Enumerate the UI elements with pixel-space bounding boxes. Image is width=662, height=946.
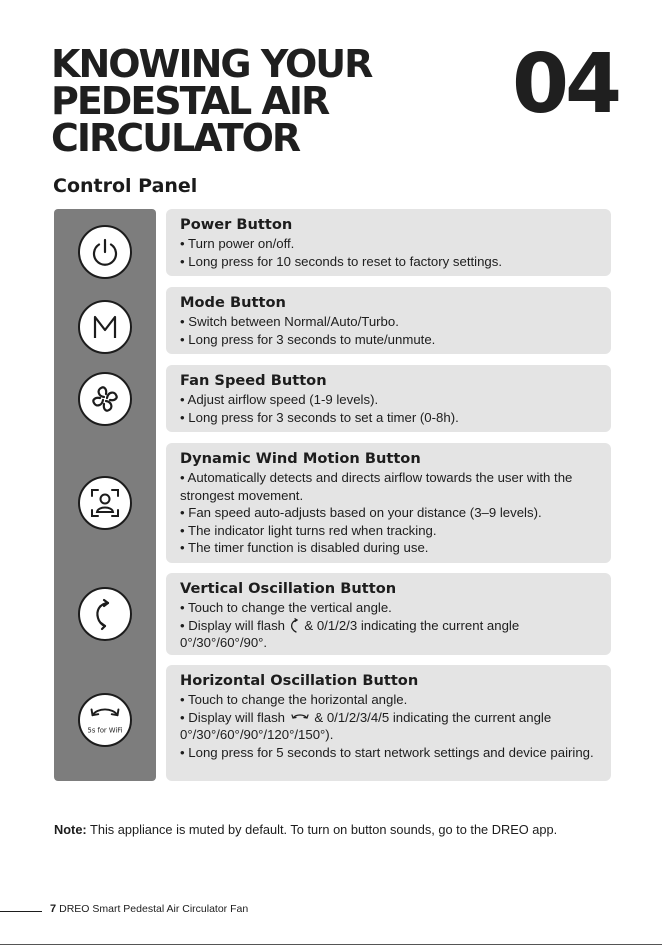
title-line: KNOWING YOUR xyxy=(51,42,372,86)
page-footer xyxy=(50,903,248,915)
mode-button-card xyxy=(166,287,611,354)
chapter-number: 04 xyxy=(512,37,619,132)
wifi-hint-label: 5s for WiFi xyxy=(87,726,123,735)
title-line: CIRCULATOR xyxy=(51,116,300,160)
card-line: • The timer function is disabled during use. xyxy=(180,540,429,555)
card-line: • Long press for 3 seconds to mute/unmute. xyxy=(180,331,436,347)
card-line-text: • Display will flash xyxy=(180,617,286,633)
card-line: • Switch between Normal/Auto/Turbo. xyxy=(180,314,399,329)
note xyxy=(54,822,557,837)
section-heading: Control Panel xyxy=(53,175,198,197)
card-line xyxy=(180,709,597,744)
card-title: Horizontal Oscillation Button xyxy=(180,672,419,689)
dynamic-wind-motion-card xyxy=(166,443,611,563)
card-line: • Automatically detects and directs airflow towards the user with the strongest movement. xyxy=(180,470,573,503)
card-line: • Long press for 10 seconds to reset to factory settings. xyxy=(180,253,503,269)
card-line: • The indicator light turns red when tracking. xyxy=(180,522,437,538)
power-icon xyxy=(78,225,132,279)
card-line: • Touch to change the horizontal angle. xyxy=(180,692,408,707)
card-title: Vertical Oscillation Button xyxy=(180,580,397,597)
fan-speed-button-card xyxy=(166,365,611,432)
card-line-text: & 0/1/2/3 indicating the current angle 0°/30°/60°/90°. xyxy=(180,617,520,650)
card-title: Power Button xyxy=(180,216,293,233)
card-title: Dynamic Wind Motion Button xyxy=(180,450,421,467)
page-title xyxy=(51,42,372,160)
card-line xyxy=(180,617,597,652)
card-line: • Touch to change the vertical angle. xyxy=(180,600,392,615)
card-line: • Adjust airflow speed (1-9 levels). xyxy=(180,392,379,407)
note-text: This appliance is muted by default. To turn on button sounds, go to the DREO app. xyxy=(86,822,558,837)
card-line-text: • Display will flash xyxy=(180,709,286,725)
title-line: PEDESTAL AIR xyxy=(51,79,329,123)
footer-divider xyxy=(0,911,42,912)
card-line-text: & 0/1/2/3/4/5 indicating the current angle 0°/30°/60°/90°/120°/150°). xyxy=(180,709,552,742)
horizontal-oscillation-card xyxy=(166,665,611,781)
fan-icon xyxy=(78,372,132,426)
card-title: Fan Speed Button xyxy=(180,372,327,389)
horizontal-oscillation-icon xyxy=(78,693,132,747)
horizontal-oscillation-inline-icon xyxy=(289,711,311,725)
note-label: Note: xyxy=(54,822,87,837)
card-line: • Turn power on/off. xyxy=(180,236,295,251)
control-icon-strip xyxy=(54,209,156,781)
power-button-card xyxy=(166,209,611,276)
vertical-oscillation-icon xyxy=(78,587,132,641)
card-title: Mode Button xyxy=(180,294,286,311)
vertical-oscillation-card xyxy=(166,573,611,655)
mode-icon xyxy=(78,300,132,354)
card-line: • Long press for 5 seconds to start network settings and device pairing. xyxy=(180,744,594,760)
bottom-rule xyxy=(0,944,662,945)
page-number: 7 xyxy=(50,903,57,915)
card-line: • Fan speed auto-adjusts based on your distance (3–9 levels). xyxy=(180,505,542,520)
vertical-oscillation-inline-icon xyxy=(289,618,301,633)
footer-text: DREO Smart Pedestal Air Circulator Fan xyxy=(59,903,249,915)
card-line: • Long press for 3 seconds to set a timer (0-8h). xyxy=(180,409,459,425)
user-tracking-icon xyxy=(78,476,132,530)
